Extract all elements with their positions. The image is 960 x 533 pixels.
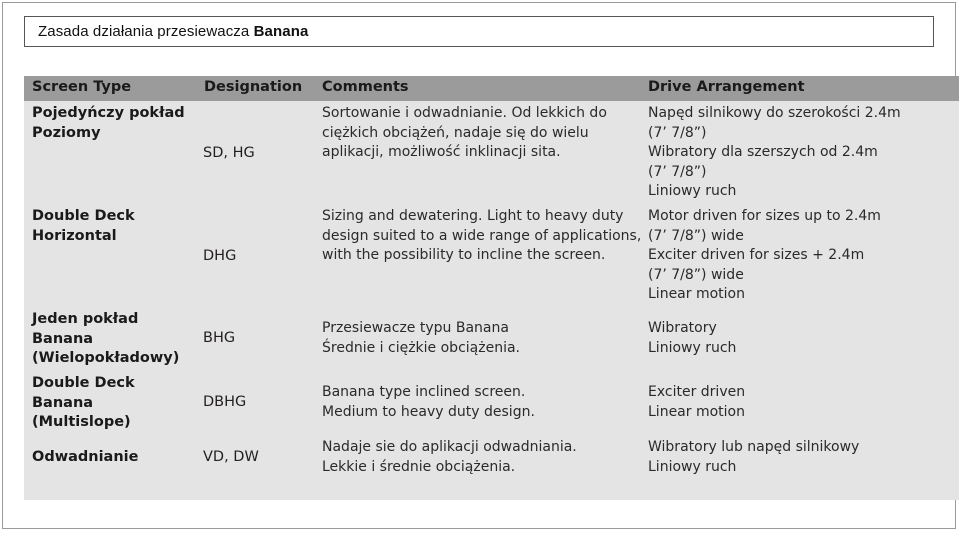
title-emphasis: Banana [253,23,309,40]
cell-drive-arrangement: Napęd silnikowy do szerokości 2.4m (7’ 7/8”) Wibratory dla szerszych od 2.4m (7’ 7/8”) Liniowy ruch [648,105,901,199]
cell-comments: Nadaje sie do aplikacji odwadniania. Lekkie i średnie obciążenia. [322,439,577,475]
screen-types-table [24,76,959,500]
cell-screen-type: Odwadnianie [32,449,139,465]
title-box [24,16,934,47]
cell-drive-arrangement: Exciter driven Linear motion [648,384,746,420]
cell-comments: Sortowanie i odwadnianie. Od lekkich do ciężkich obciążeń, nadaje się do wielu aplikacji, możliwość inklinacji sita. [322,105,607,160]
cell-comments: Przesiewacze typu Banana Średnie i ciężkie obciążenia. [322,320,520,356]
title-prefix: Zasada działania przesiewacza [38,23,254,40]
cell-screen-type: Double Deck Banana (Multislope) [32,375,135,430]
cell-screen-type: Pojedyńczy pokład Poziomy [32,105,185,141]
cell-comments: Banana type inclined screen. Medium to heavy duty design. [322,384,535,420]
column-header-designation: Designation [204,79,303,95]
cell-designation: DHG [203,248,237,264]
cell-designation: SD, HG [203,145,255,161]
cell-designation: BHG [203,330,236,346]
table-header [24,76,959,101]
column-header-comments: Comments [322,79,409,95]
cell-drive-arrangement: Motor driven for sizes up to 2.4m (7’ 7/8”) wide Exciter driven for sizes + 2.4m (7’ 7/8”) wide Linear motion [648,208,881,302]
cell-comments: Sizing and dewatering. Light to heavy duty design suited to a wide range of applications, with the possibility to incline the screen. [322,208,642,263]
page-title [38,23,308,40]
cell-screen-type: Jeden pokład Banana (Wielopokładowy) [32,311,180,366]
cell-drive-arrangement: Wibratory Liniowy ruch [648,320,737,356]
cell-drive-arrangement: Wibratory lub napęd silnikowy Liniowy ruch [648,439,860,475]
column-header-screen-type: Screen Type [32,79,132,95]
cell-designation: DBHG [203,394,247,410]
column-header-drive-arrangement: Drive Arrangement [648,79,805,95]
cell-screen-type: Double Deck Horizontal [32,208,135,244]
cell-designation: VD, DW [203,449,259,465]
